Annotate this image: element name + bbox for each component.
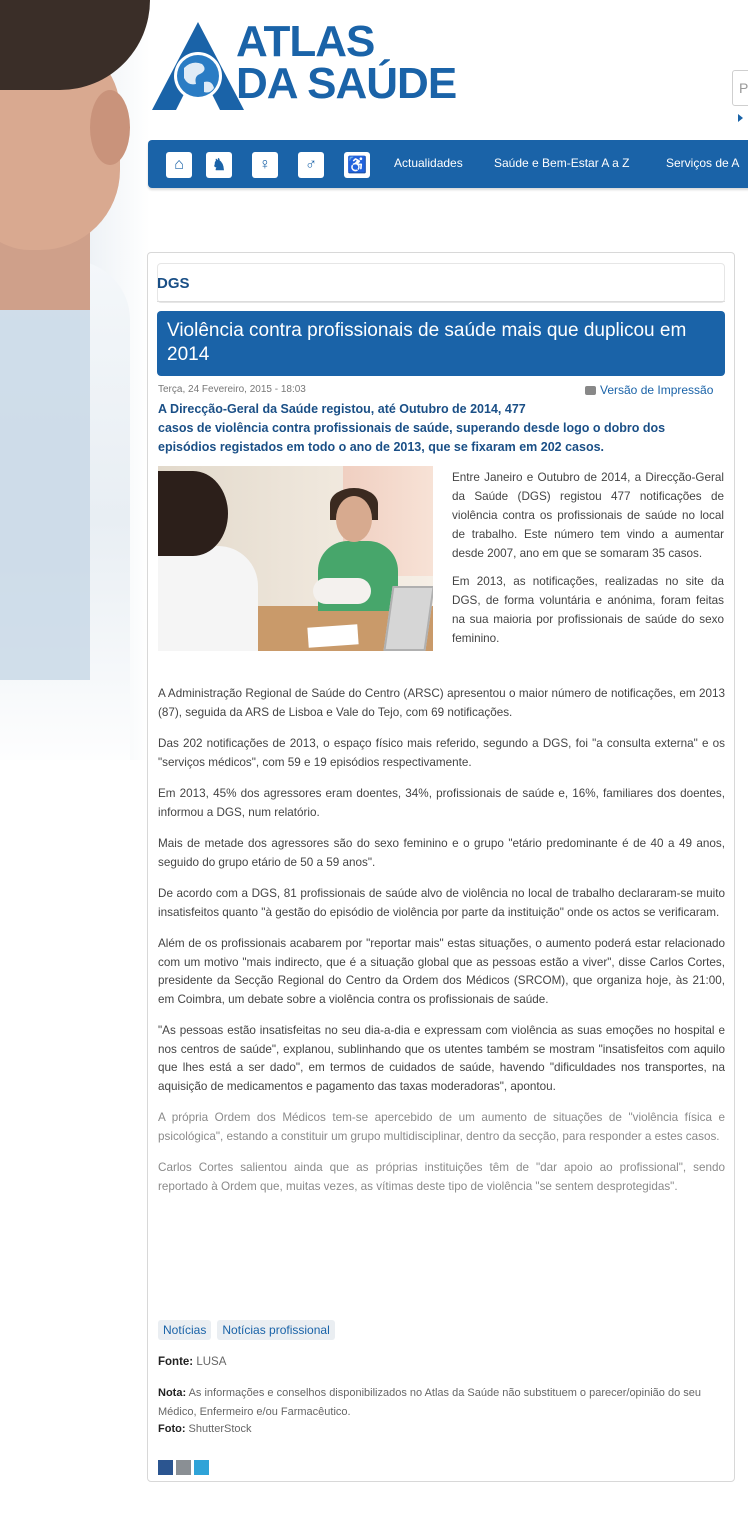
search-input[interactable]: P — [732, 70, 748, 106]
elderly-icon[interactable]: ♿ — [344, 152, 370, 178]
globe-logo-icon — [150, 18, 246, 114]
paragraph: De acordo com a DGS, 81 profissionais de saúde alvo de violência no local de trabalho declararam-se muito insatisfeitos quanto "à gestão do episódio de violência por parte da instituição" onde os actos se verificaram. — [158, 887, 725, 919]
note-value: As informações e conselhos disponibilizados no Atlas da Saúde não substituem o parecer/opinião do seu Médico, Enfermeiro e/ou Farmacêutico. — [158, 1387, 701, 1418]
article-container — [147, 252, 735, 1482]
article-source — [158, 1356, 226, 1368]
logo-line-2: DA SAÚDE — [236, 59, 457, 108]
article-photo — [158, 466, 433, 651]
email-share-icon[interactable] — [176, 1460, 191, 1475]
photo-credit — [158, 1423, 252, 1435]
nav-link-servicos[interactable]: Serviços de A — [666, 156, 740, 170]
tag-noticias[interactable]: Notícias — [158, 1320, 211, 1340]
photo-credit-value: ShutterStock — [188, 1423, 252, 1435]
paragraph: A própria Ordem dos Médicos tem-se apercebido de um aumento de situações de "violência física e psicológica", estando a constituir um grupo multidisciplinar, dentro da secção, para responder a estes casos. — [158, 1111, 725, 1143]
article-date: Terça, 24 Fevereiro, 2015 - 18:03 — [158, 384, 306, 395]
section-divider — [157, 301, 725, 302]
section-header — [157, 263, 725, 303]
note-label: Nota: — [158, 1387, 187, 1399]
stroller-icon[interactable]: ♞ — [206, 152, 232, 178]
home-icon[interactable]: ⌂ — [166, 152, 192, 178]
logo-line-1: ATLAS — [236, 17, 375, 66]
paragraph: "As pessoas estão insatisfeitas no seu dia-a-dia e expressam com violência as suas emoções no hospital e nos centros de saúde", explanou, sublinhando que os utentes também se mostram "insatisfeitos com aquilo que lhes está a ser dado", em termos de cuidados de saúde, havendo "dificuldades nos transportes, na aquisição de medicamentos e pagamento das taxas moderadoras", apontou. — [158, 1024, 725, 1093]
man-icon[interactable]: ♂ — [298, 152, 324, 178]
tag-noticias-profissional[interactable]: Notícias profissional — [217, 1320, 334, 1340]
search-arrow-icon[interactable] — [738, 114, 743, 122]
source-label: Fonte: — [158, 1356, 194, 1368]
main-navbar — [148, 140, 748, 188]
printer-icon — [585, 386, 596, 395]
article-side-text — [452, 468, 724, 648]
article-lead — [158, 400, 724, 457]
twitter-share-icon[interactable] — [194, 1460, 209, 1475]
print-version-label: Versão de Impressão — [600, 383, 714, 397]
article-note — [158, 1384, 718, 1422]
site-logo[interactable] — [150, 14, 490, 114]
print-version-link[interactable] — [585, 382, 725, 398]
section-title[interactable]: DGS — [157, 275, 190, 292]
paragraph: Das 202 notificações de 2013, o espaço físico mais referido, segundo a DGS, foi "a consulta externa" e os "serviços médicos", com 59 e 19 episódios respectivamente. — [158, 737, 725, 769]
nav-link-saude-bem-estar[interactable]: Saúde e Bem-Estar A a Z — [494, 156, 630, 170]
background-doctor-image — [0, 0, 150, 760]
article-title: Violência contra profissionais de saúde mais que duplicou em 2014 — [157, 311, 725, 376]
share-buttons — [158, 1460, 209, 1475]
photo-credit-label: Foto: — [158, 1423, 186, 1435]
paragraph: Além de os profissionais acabarem por "reportar mais" estas situações, o aumento poderá estar relacionado com um motivo "mais indirecto, que é a situação global que as pessoas estão a viver", disse Carlos Cortes, presidente da Secção Regional do Centro da Ordem dos Médicos (SRCOM), que organiza hoje, às 21:00, em Coimbra, um debate sobre a violência contra os profissionais de saúde. — [158, 937, 725, 1006]
woman-icon[interactable]: ♀ — [252, 152, 278, 178]
facebook-share-icon[interactable] — [158, 1460, 173, 1475]
article-tags — [158, 1320, 335, 1340]
lead-line-2: casos de violência contra profissionais de saúde, superando desde logo o dobro dos episódios registados em todo o ano de 2013, que se fixaram em 202 casos. — [158, 421, 666, 454]
paragraph: Entre Janeiro e Outubro de 2014, a Direcção-Geral da Saúde (DGS) registou 477 notificações de violência contra os profissionais de saúde no local de trabalho. Este número tem vindo a aumentar desde 2007, ano em que se somaram 35 casos. — [452, 471, 724, 560]
paragraph: Em 2013, as notificações, realizadas no site da DGS, de forma voluntária e anónima, foram feitas na sua maioria por profissionais de saúde do sexo feminino. — [452, 575, 724, 645]
source-value: LUSA — [196, 1356, 227, 1368]
lead-line-1: A Direcção-Geral da Saúde registou, até Outubro de 2014, 477 — [158, 402, 526, 416]
paragraph: Mais de metade dos agressores são do sexo feminino e o grupo "etário predominante é de 40 a 49 anos, seguido do grupo etário de 50 a 59 anos". — [158, 837, 725, 869]
paragraph: Carlos Cortes salientou ainda que as próprias instituições têm de "dar apoio ao profissional", sendo reportado à Ordem que, muitas vezes, as vítimas deste tipo de violência "se sentem desprotegidas". — [158, 1161, 725, 1193]
paragraph: Em 2013, 45% dos agressores eram doentes, 34%, profissionais de saúde e, 16%, familiares dos doentes, informou a DGS, num relatório. — [158, 787, 725, 819]
paragraph: A Administração Regional de Saúde do Centro (ARSC) apresentou o maior número de notificações, em 2013 (87), seguida da ARS de Lisboa e Vale do Tejo, com 69 notificações. — [158, 687, 725, 719]
article-body — [158, 685, 725, 1209]
nav-link-actualidades[interactable]: Actualidades — [394, 156, 463, 170]
